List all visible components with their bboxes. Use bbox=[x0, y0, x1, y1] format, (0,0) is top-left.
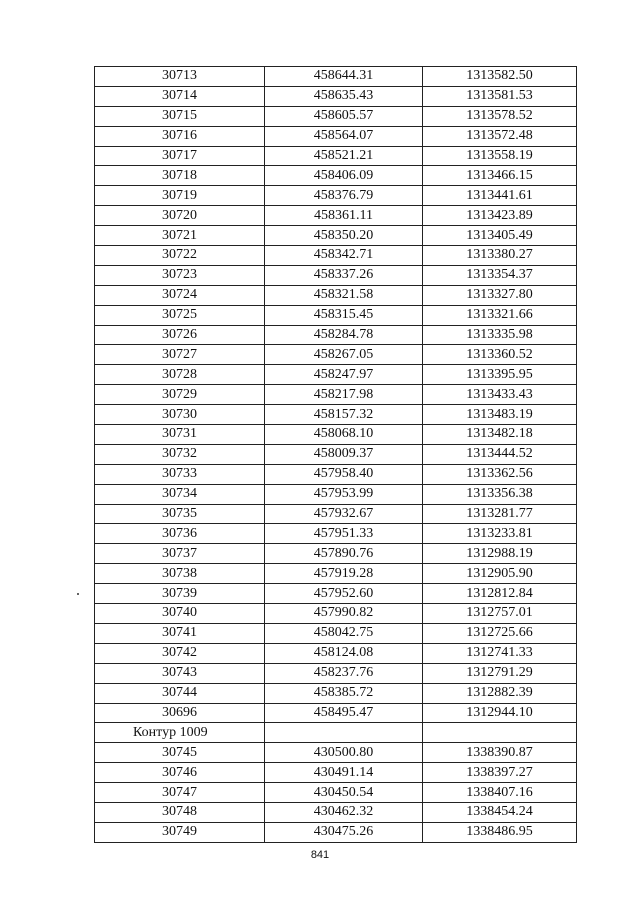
y-coordinate-cell: 1338454.24 bbox=[423, 802, 577, 822]
table-row bbox=[95, 544, 577, 564]
point-id-cell: 30739 bbox=[95, 584, 265, 604]
table-row bbox=[95, 285, 577, 305]
section-row bbox=[95, 723, 577, 743]
point-id-cell: 30733 bbox=[95, 464, 265, 484]
x-coordinate-cell: 458157.32 bbox=[265, 405, 423, 425]
x-coordinate-cell: 430450.54 bbox=[265, 783, 423, 803]
table-row bbox=[95, 763, 577, 783]
y-coordinate-cell: 1312812.84 bbox=[423, 584, 577, 604]
page-number: 841 bbox=[310, 849, 330, 861]
point-id-cell: 30727 bbox=[95, 345, 265, 365]
point-id-cell: 30715 bbox=[95, 106, 265, 126]
table-row bbox=[95, 464, 577, 484]
y-coordinate-cell: 1313572.48 bbox=[423, 126, 577, 146]
point-id-cell: 30745 bbox=[95, 743, 265, 763]
y-coordinate-cell: 1313360.52 bbox=[423, 345, 577, 365]
y-coordinate-cell: 1338397.27 bbox=[423, 763, 577, 783]
x-coordinate-cell: 457951.33 bbox=[265, 524, 423, 544]
table-row bbox=[95, 86, 577, 106]
x-coordinate-cell: 458635.43 bbox=[265, 86, 423, 106]
x-coordinate-cell: 458644.31 bbox=[265, 67, 423, 87]
x-coordinate-cell: 458337.26 bbox=[265, 265, 423, 285]
y-coordinate-cell: 1313354.37 bbox=[423, 265, 577, 285]
table-row bbox=[95, 623, 577, 643]
table-row bbox=[95, 604, 577, 624]
x-coordinate-cell: 458315.45 bbox=[265, 305, 423, 325]
table-row bbox=[95, 444, 577, 464]
table-row bbox=[95, 802, 577, 822]
table-row bbox=[95, 822, 577, 842]
y-coordinate-cell: 1313483.19 bbox=[423, 405, 577, 425]
x-coordinate-cell: 457990.82 bbox=[265, 604, 423, 624]
y-coordinate-cell: 1313327.80 bbox=[423, 285, 577, 305]
point-id-cell: 30724 bbox=[95, 285, 265, 305]
table-row bbox=[95, 484, 577, 504]
table-row bbox=[95, 265, 577, 285]
table-row bbox=[95, 425, 577, 445]
point-id-cell: 30731 bbox=[95, 425, 265, 445]
table-row bbox=[95, 643, 577, 663]
x-coordinate-cell: 458521.21 bbox=[265, 146, 423, 166]
point-id-cell: 30744 bbox=[95, 683, 265, 703]
y-coordinate-cell: 1312944.10 bbox=[423, 703, 577, 723]
table-row bbox=[95, 126, 577, 146]
point-id-cell: 30723 bbox=[95, 265, 265, 285]
point-id-cell: 30720 bbox=[95, 206, 265, 226]
y-coordinate-cell: 1313405.49 bbox=[423, 226, 577, 246]
x-coordinate-cell: 458361.11 bbox=[265, 206, 423, 226]
table-row bbox=[95, 166, 577, 186]
y-coordinate-cell: 1312741.33 bbox=[423, 643, 577, 663]
x-coordinate-cell: 458247.97 bbox=[265, 365, 423, 385]
table-row bbox=[95, 743, 577, 763]
table-row bbox=[95, 405, 577, 425]
y-coordinate-cell: 1338486.95 bbox=[423, 822, 577, 842]
y-coordinate-cell: 1313321.66 bbox=[423, 305, 577, 325]
x-coordinate-cell: 458124.08 bbox=[265, 643, 423, 663]
y-coordinate-cell: 1312905.90 bbox=[423, 564, 577, 584]
y-coordinate-cell: 1312791.29 bbox=[423, 663, 577, 683]
point-id-cell: 30747 bbox=[95, 783, 265, 803]
x-coordinate-cell: 458376.79 bbox=[265, 186, 423, 206]
x-coordinate-cell: 430462.32 bbox=[265, 802, 423, 822]
table-row bbox=[95, 206, 577, 226]
table-row bbox=[95, 564, 577, 584]
x-coordinate-cell: 430475.26 bbox=[265, 822, 423, 842]
x-coordinate-cell: 458350.20 bbox=[265, 226, 423, 246]
y-coordinate-cell: 1313582.50 bbox=[423, 67, 577, 87]
x-coordinate-cell: 458385.72 bbox=[265, 683, 423, 703]
table-row bbox=[95, 524, 577, 544]
coordinates-table bbox=[94, 66, 577, 843]
point-id-cell: 30696 bbox=[95, 703, 265, 723]
point-id-cell: 30737 bbox=[95, 544, 265, 564]
x-coordinate-cell: 458042.75 bbox=[265, 623, 423, 643]
table-row bbox=[95, 325, 577, 345]
point-id-cell: 30730 bbox=[95, 405, 265, 425]
y-coordinate-cell: 1313356.38 bbox=[423, 484, 577, 504]
y-coordinate-cell: 1312725.66 bbox=[423, 623, 577, 643]
y-coordinate-cell: 1313335.98 bbox=[423, 325, 577, 345]
point-id-cell: 30721 bbox=[95, 226, 265, 246]
point-id-cell: 30742 bbox=[95, 643, 265, 663]
y-coordinate-cell: 1312988.19 bbox=[423, 544, 577, 564]
point-id-cell: 30716 bbox=[95, 126, 265, 146]
x-coordinate-cell: 457958.40 bbox=[265, 464, 423, 484]
y-coordinate-cell: 1313433.43 bbox=[423, 385, 577, 405]
y-coordinate-cell: 1313444.52 bbox=[423, 444, 577, 464]
point-id-cell: 30738 bbox=[95, 564, 265, 584]
y-coordinate-cell: 1313380.27 bbox=[423, 246, 577, 266]
point-id-cell: 30729 bbox=[95, 385, 265, 405]
table-row bbox=[95, 226, 577, 246]
y-coordinate-cell: 1313558.19 bbox=[423, 146, 577, 166]
x-coordinate-cell: 458237.76 bbox=[265, 663, 423, 683]
table-row bbox=[95, 703, 577, 723]
point-id-cell: 30722 bbox=[95, 246, 265, 266]
x-coordinate-cell: 458068.10 bbox=[265, 425, 423, 445]
x-coordinate-cell: 458217.98 bbox=[265, 385, 423, 405]
x-coordinate-cell: 458605.57 bbox=[265, 106, 423, 126]
table-row bbox=[95, 783, 577, 803]
x-coordinate-cell: 457952.60 bbox=[265, 584, 423, 604]
y-coordinate-cell: 1312757.01 bbox=[423, 604, 577, 624]
table-row bbox=[95, 345, 577, 365]
y-coordinate-cell: 1313581.53 bbox=[423, 86, 577, 106]
point-id-cell: 30719 bbox=[95, 186, 265, 206]
x-coordinate-cell: 457953.99 bbox=[265, 484, 423, 504]
y-coordinate-cell: 1313423.89 bbox=[423, 206, 577, 226]
section-label: Контур 1009 bbox=[95, 723, 265, 743]
table-row bbox=[95, 584, 577, 604]
table-row bbox=[95, 504, 577, 524]
point-id-cell: 30732 bbox=[95, 444, 265, 464]
empty-cell bbox=[423, 723, 577, 743]
y-coordinate-cell: 1312882.39 bbox=[423, 683, 577, 703]
point-id-cell: 30743 bbox=[95, 663, 265, 683]
point-id-cell: 30718 bbox=[95, 166, 265, 186]
x-coordinate-cell: 458406.09 bbox=[265, 166, 423, 186]
table-row bbox=[95, 683, 577, 703]
point-id-cell: 30741 bbox=[95, 623, 265, 643]
y-coordinate-cell: 1338407.16 bbox=[423, 783, 577, 803]
point-id-cell: 30717 bbox=[95, 146, 265, 166]
point-id-cell: 30734 bbox=[95, 484, 265, 504]
point-id-cell: 30714 bbox=[95, 86, 265, 106]
x-coordinate-cell: 458009.37 bbox=[265, 444, 423, 464]
point-id-cell: 30740 bbox=[95, 604, 265, 624]
y-coordinate-cell: 1313362.56 bbox=[423, 464, 577, 484]
coordinates-table-body bbox=[95, 67, 577, 843]
x-coordinate-cell: 430491.14 bbox=[265, 763, 423, 783]
table-row bbox=[95, 146, 577, 166]
x-coordinate-cell: 458284.78 bbox=[265, 325, 423, 345]
y-coordinate-cell: 1313281.77 bbox=[423, 504, 577, 524]
x-coordinate-cell: 458495.47 bbox=[265, 703, 423, 723]
y-coordinate-cell: 1338390.87 bbox=[423, 743, 577, 763]
y-coordinate-cell: 1313466.15 bbox=[423, 166, 577, 186]
point-id-cell: 30725 bbox=[95, 305, 265, 325]
y-coordinate-cell: 1313482.18 bbox=[423, 425, 577, 445]
y-coordinate-cell: 1313233.81 bbox=[423, 524, 577, 544]
point-id-cell: 30748 bbox=[95, 802, 265, 822]
x-coordinate-cell: 458342.71 bbox=[265, 246, 423, 266]
y-coordinate-cell: 1313578.52 bbox=[423, 106, 577, 126]
table-row bbox=[95, 663, 577, 683]
x-coordinate-cell: 430500.80 bbox=[265, 743, 423, 763]
y-coordinate-cell: 1313395.95 bbox=[423, 365, 577, 385]
point-id-cell: 30726 bbox=[95, 325, 265, 345]
x-coordinate-cell: 457890.76 bbox=[265, 544, 423, 564]
point-id-cell: 30728 bbox=[95, 365, 265, 385]
table-row bbox=[95, 67, 577, 87]
x-coordinate-cell: 457932.67 bbox=[265, 504, 423, 524]
x-coordinate-cell: 458267.05 bbox=[265, 345, 423, 365]
empty-cell bbox=[265, 723, 423, 743]
x-coordinate-cell: 458564.07 bbox=[265, 126, 423, 146]
table-row bbox=[95, 305, 577, 325]
point-id-cell: 30713 bbox=[95, 67, 265, 87]
point-id-cell: 30736 bbox=[95, 524, 265, 544]
table-row bbox=[95, 385, 577, 405]
table-row bbox=[95, 365, 577, 385]
point-id-cell: 30746 bbox=[95, 763, 265, 783]
y-coordinate-cell: 1313441.61 bbox=[423, 186, 577, 206]
table-row bbox=[95, 106, 577, 126]
scan-speck bbox=[77, 593, 79, 595]
table-row bbox=[95, 186, 577, 206]
table-row bbox=[95, 246, 577, 266]
point-id-cell: 30735 bbox=[95, 504, 265, 524]
point-id-cell: 30749 bbox=[95, 822, 265, 842]
x-coordinate-cell: 458321.58 bbox=[265, 285, 423, 305]
x-coordinate-cell: 457919.28 bbox=[265, 564, 423, 584]
